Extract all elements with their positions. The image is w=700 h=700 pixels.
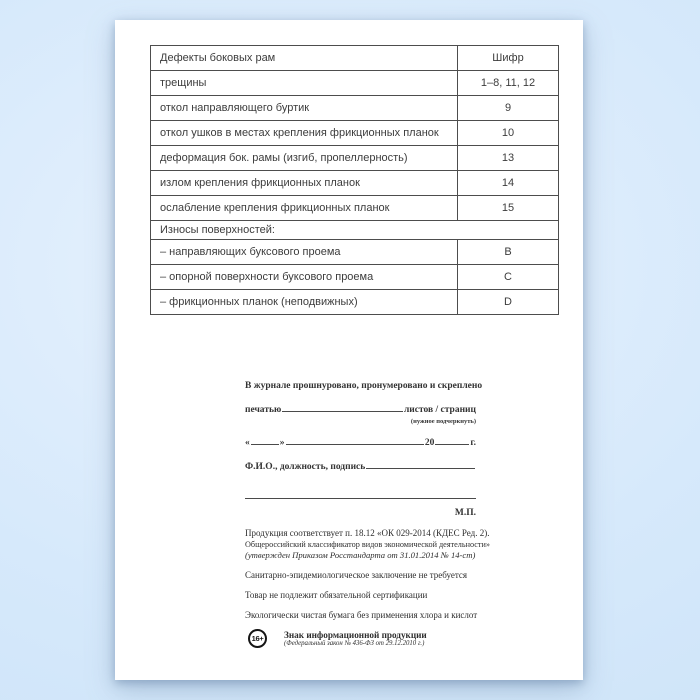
defect-label: откол ушков в местах крепления фрикционных планок [151, 121, 458, 146]
certification-line: Товар не подлежит обязательной сертификации [245, 590, 428, 600]
quote-close: » [279, 438, 285, 448]
compliance-line-1: Продукция соответствует п. 18.12 «ОК 029-2014 (КДЕС Ред. 2). [245, 528, 490, 538]
age-16-plus-icon: 16+ [248, 629, 267, 648]
defect-code: C [458, 265, 559, 290]
journal-line-1: В журнале прошнуровано, пронумеровано и скреплено [245, 381, 483, 391]
table-header-defects: Дефекты боковых рам [151, 46, 458, 71]
sealed-suffix: листов / страниц [403, 405, 476, 415]
defect-code: 9 [458, 96, 559, 121]
defect-code: 10 [458, 121, 559, 146]
defect-label: излом крепления фрикционных планок [151, 171, 458, 196]
blank-line [251, 435, 279, 445]
document-page [115, 20, 583, 680]
blank-line [282, 402, 403, 412]
defect-code: 1–8, 11, 12 [458, 71, 559, 96]
year-prefix: 20 [424, 438, 435, 448]
table-row [151, 121, 559, 146]
journal-signature-line [245, 459, 476, 473]
defect-label: трещины [151, 71, 458, 96]
journal-date-line [245, 435, 476, 449]
compliance-line-3: (утвержден Приказом Росстандарта от 31.01.2014 № 14-ст) [245, 550, 476, 560]
compliance-line-2: Общероссийский классификатор видов экономической деятельности» [245, 540, 490, 549]
table-row [151, 71, 559, 96]
defect-code: D [458, 290, 559, 315]
signature-label: Ф.И.О., должность, подпись [245, 462, 366, 472]
stamp-place-label: М.П. [454, 508, 476, 518]
defect-label: ослабление крепления фрикционных планок [151, 196, 458, 221]
table-row [151, 96, 559, 121]
underline-note: (нужное подчеркнуть) [410, 418, 476, 425]
information-sign-row [245, 629, 495, 648]
blank-line [366, 459, 475, 469]
table-section-row [151, 221, 559, 240]
table-row [151, 265, 559, 290]
blank-line [286, 435, 424, 445]
table-row [151, 171, 559, 196]
defect-code: 15 [458, 196, 559, 221]
defect-label: откол направляющего буртик [151, 96, 458, 121]
defect-code: 13 [458, 146, 559, 171]
defect-code: 14 [458, 171, 559, 196]
defect-label: деформация бок. рамы (изгиб, пропеллерность) [151, 146, 458, 171]
blank-line [435, 435, 469, 445]
table-row [151, 146, 559, 171]
defect-label: – фрикционных планок (неподвижных) [151, 290, 458, 315]
eco-line: Экологически чистая бумага без применения хлора и кислот [245, 610, 478, 620]
table-row [151, 196, 559, 221]
section-label: Износы поверхностей: [151, 221, 559, 240]
year-suffix: г. [470, 438, 476, 448]
defects-table [150, 45, 559, 315]
information-sign-title: Знак информационной продукции [284, 629, 427, 640]
sealed-prefix: печатью [245, 405, 282, 415]
table-row [151, 290, 559, 315]
information-sign-law: (Федеральный закон № 436-ФЗ от 29.12.2010 г.) [284, 639, 425, 647]
table-header-row [151, 46, 559, 71]
defect-label: – направляющих буксового проема [151, 240, 458, 265]
defect-code: B [458, 240, 559, 265]
defect-label: – опорной поверхности буксового проема [151, 265, 458, 290]
journal-certification-block [245, 380, 483, 519]
blank-line-full [245, 486, 476, 499]
table-row [151, 240, 559, 265]
sanitary-line: Санитарно-эпидемиологическое заключение не требуется [245, 570, 468, 580]
table-header-code: Шифр [458, 46, 559, 71]
quote-open: « [245, 438, 250, 448]
journal-sealed-line [245, 402, 476, 416]
compliance-paragraph [245, 528, 495, 561]
publication-info-block [245, 528, 495, 648]
information-sign-text [284, 630, 427, 648]
